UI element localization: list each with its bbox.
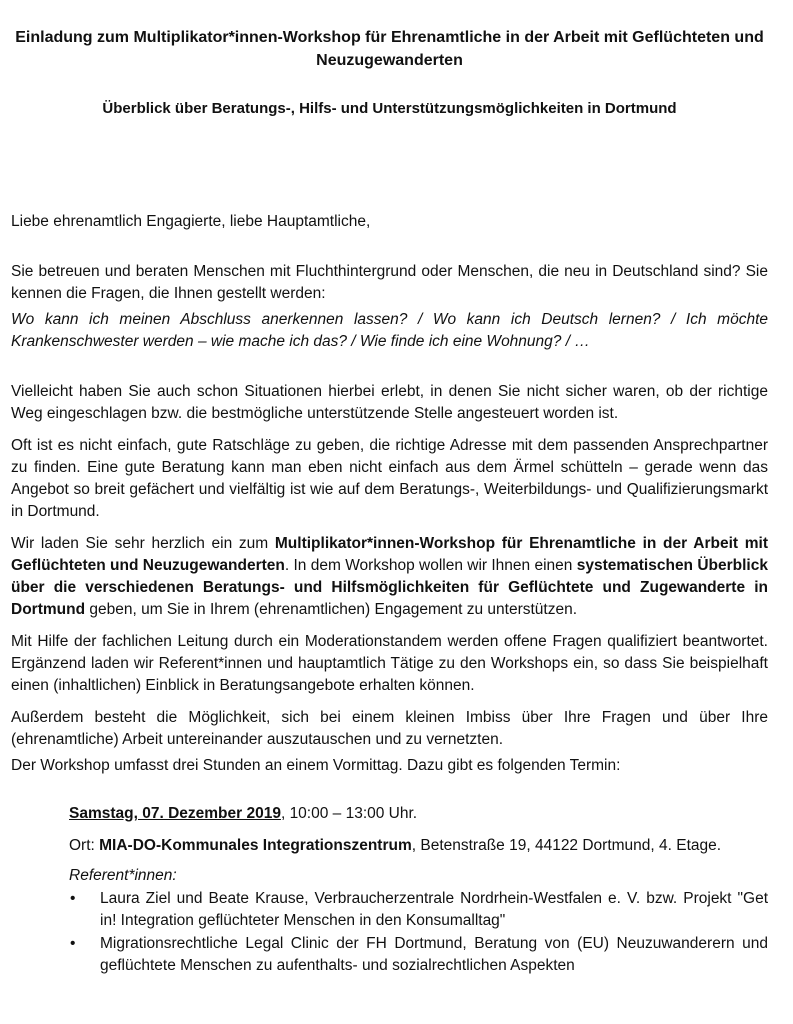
event-location-name: MIA-DO-Kommunales Integrationszentrum [99,837,412,854]
speaker-text: Migrationsrechtliche Legal Clinic der FH Dortmund, Beratung von (EU) Neuzuwanderern und geflüchtete Menschen zu aufenthalts- und sozialrechtlichen Aspekten [100,935,768,974]
paragraph-invitation [11,533,768,621]
event-time: , 10:00 – 13:00 Uhr. [280,805,418,822]
invitation-workshop-name: Multiplikator*innen-Workshop für Ehrenamtliche in der Arbeit mit Geflüchteten und Neuzugewanderten [11,535,768,574]
paragraph-questions: Wo kann ich meinen Abschluss anerkennen lassen? / Wo kann ich Deutsch lernen? / Ich möchte Krankenschwester werden – wie mache ich das? / Wie finde ich eine Wohnung? / … [11,311,768,350]
invitation-text-2: . In dem Workshop wollen wir Ihnen einen [284,557,577,574]
event-location-label: Ort: [69,837,100,854]
event-details [11,803,768,977]
bullet-icon: • [70,935,76,952]
paragraph-advice: Oft ist es nicht einfach, gute Ratschläge zu geben, die richtige Adresse mit dem passenden Ansprechpartner zu finden. Eine gute Beratung kann man eben nicht einfach aus dem Ärmel schütteln – gerade wenn das Angebot so breit gefächert und vielfältig ist wie auf dem Beratungs-, Weiterbildungs- und Qualifizierungsmarkt in Dortmund. [11,437,768,520]
paragraph-schedule: Der Workshop umfasst drei Stunden an einem Vormittag. Dazu gibt es folgenden Termin: [11,757,621,774]
document-title: Einladung zum Multiplikator*innen-Workshop für Ehrenamtliche in der Arbeit mit Geflüchteten und Neuzugewanderten [15,29,764,69]
paragraph-intro: Sie betreuen und beraten Menschen mit Fluchthintergrund oder Menschen, die neu in Deutschland sind? Sie kennen die Fragen, die Ihnen gestellt werden: [11,263,768,302]
paragraph-situations: Vielleicht haben Sie auch schon Situationen hierbei erlebt, in denen Sie nicht sicher waren, ob der richtige Weg eingeschlagen bzw. die bestmögliche unterstützende Stelle angesteuert worden ist. [11,383,768,422]
speaker-text: Laura Ziel und Beate Krause, Verbraucherzentrale Nordrhein-Westfalen e. V. bzw. Projekt "Get in! Integration geflüchteter Menschen in den Konsumalltag" [100,890,768,929]
paragraph-networking: Außerdem besteht die Möglichkeit, sich bei einem kleinen Imbiss über Ihre Fragen und über Ihre (ehrenamtliche) Arbeit untereinander auszutauschen und zu vernetzten. [11,709,768,748]
invitation-text-1: Wir laden Sie sehr herzlich ein zum [11,535,275,552]
speakers-list [69,888,768,977]
list-item [69,888,768,932]
event-date: Samstag, 07. Dezember 2019 [69,805,281,822]
invitation-overview: systematischen Überblick über die verschiedenen Beratungs- und Hilfsmöglichkeiten für Geflüchtete und Zugewanderte in Dortmund [11,557,768,618]
greeting: Liebe ehrenamtlich Engagierte, liebe Hauptamtliche, [11,213,371,230]
event-location-line [69,835,768,857]
event-location-address: , Betenstraße 19, 44122 Dortmund, 4. Etage. [411,837,722,854]
bullet-icon: • [70,890,76,907]
paragraph-moderation: Mit Hilfe der fachlichen Leitung durch ein Moderationstandem werden offene Fragen qualifiziert beantwortet. Ergänzend laden wir Referent*innen und hauptamtlich Tätige zu den Workshops ein, so dass Sie beispielhaft einen (inhaltlichen) Einblick in Beratungsangebote erhalten können. [11,633,768,694]
document-subtitle: Überblick über Beratungs-, Hilfs- und Unterstützungsmöglichkeiten in Dortmund [102,100,677,117]
invitation-text-3: geben, um Sie in Ihrem (ehrenamtlichen) Engagement zu unterstützen. [85,601,578,618]
list-item [69,933,768,977]
event-date-line [69,803,768,825]
speakers-label: Referent*innen: [69,867,177,884]
